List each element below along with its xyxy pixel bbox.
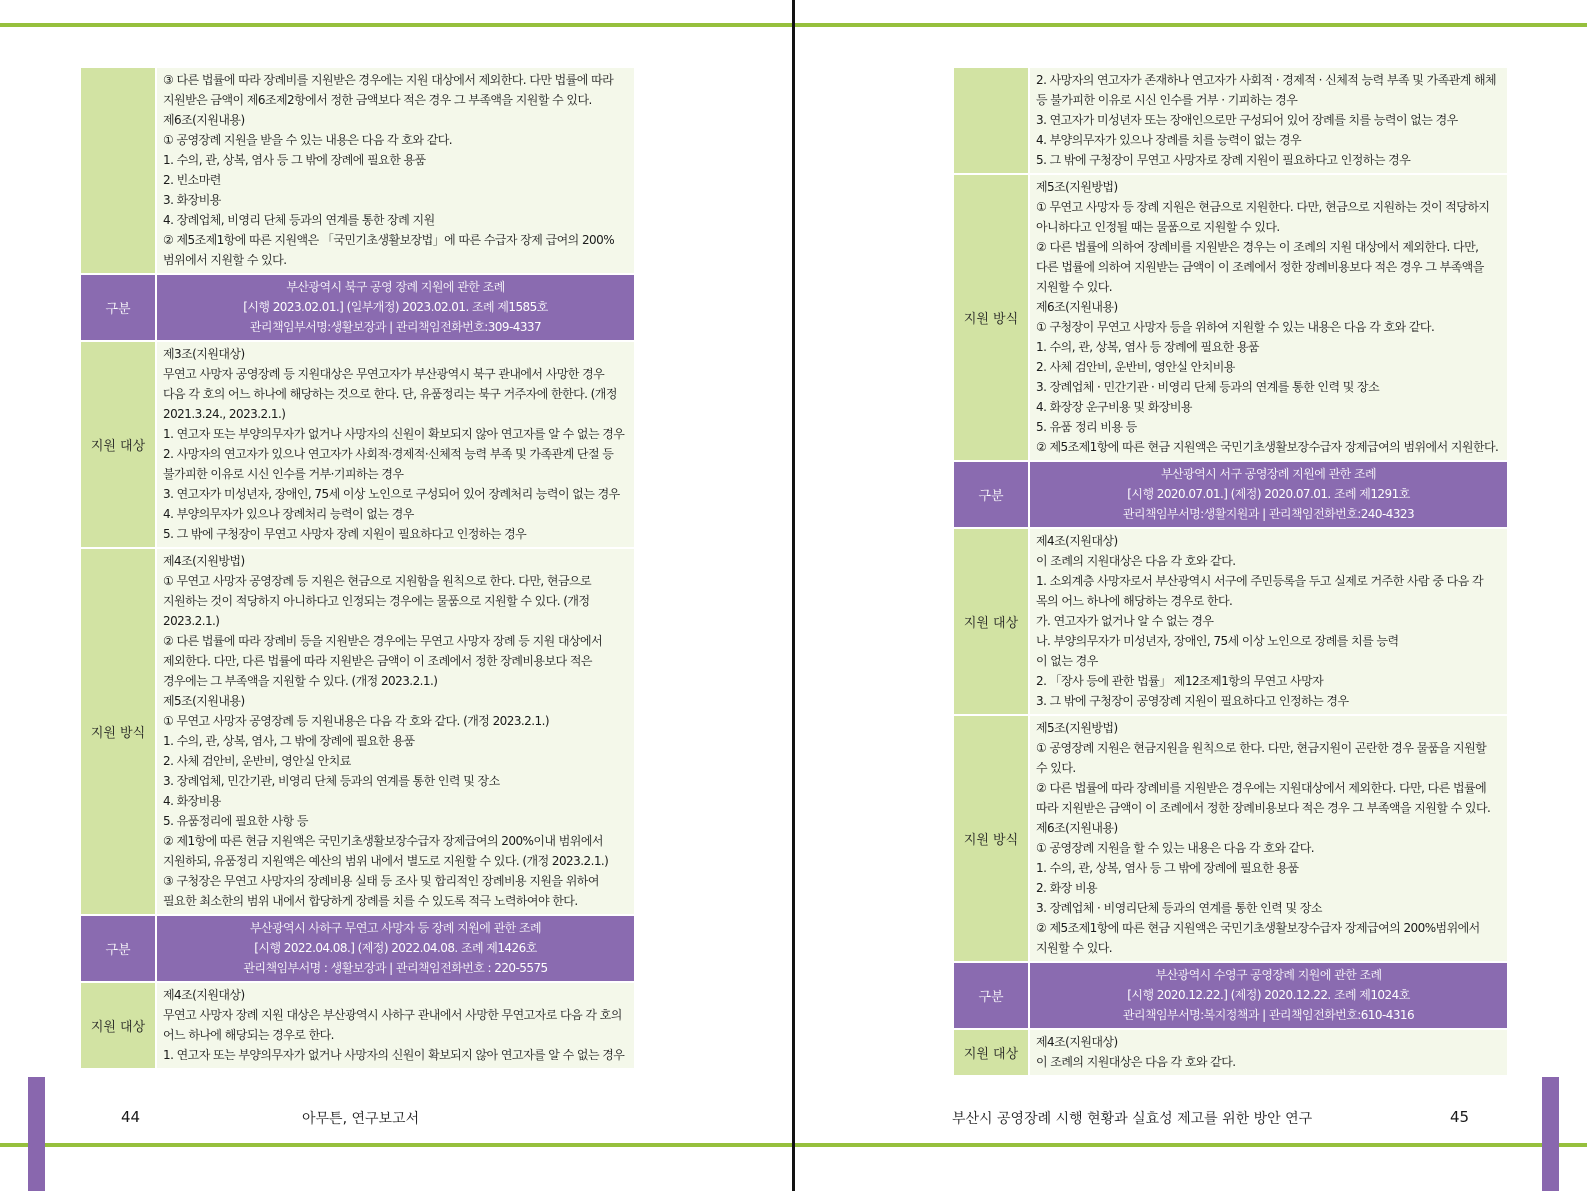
text-line: 제4조(지원방법) xyxy=(163,554,245,568)
ordinance-text-cell xyxy=(1030,716,1507,961)
ordinance-header-row xyxy=(954,963,1507,1028)
text-line: 나. 부양의무자가 미성년자, 장애인, 75세 이상 노인으로 장례를 치를 능력 xyxy=(1036,634,1399,648)
text-line: ① 공영장례 지원을 할 수 있는 내용은 다음 각 호와 같다. xyxy=(1036,841,1315,855)
text-line: 3. 장례업체, 민간기관, 비영리 단체 등과의 연계를 통한 인력 및 장소 xyxy=(163,774,500,788)
text-line: 지원받은 금액이 제6조제2항에서 정한 금액보다 적은 경우 그 부족액을 지원할 수 있다. xyxy=(163,93,592,107)
text-line: ③ 다른 법률에 따라 장례비를 지원받은 경우에는 지원 대상에서 제외한다. 다만 법률에 따라 xyxy=(163,73,614,87)
text-line: 3. 연고자가 미성년자, 장애인, 75세 이상 노인으로 구성되어 있어 장례처리 능력이 없는 경우 xyxy=(163,487,620,501)
text-line: 부산광역시 사하구 무연고 사망자 등 장례 지원에 관한 조례 xyxy=(249,921,542,935)
ordinance-body-row xyxy=(954,175,1507,460)
text-line: 2. 사체 검안비, 운반비, 영안실 안치료 xyxy=(163,754,351,768)
row-label-cell: 구분 xyxy=(81,275,155,340)
text-line: 다른 법률에 의하여 지원받는 금액이 이 조례에서 정한 장례비용보다 적은 경우 그 부족액을 xyxy=(1036,260,1484,274)
text-line: ① 무연고 사망자 등 장례 지원은 현금으로 지원한다. 다만, 현금으로 지원하는 것이 적당하지 xyxy=(1036,200,1490,214)
text-line: ① 무연고 사망자 공영장례 등 지원내용은 다음 각 호와 같다. (개정 2023.2.1.) xyxy=(163,714,549,728)
text-line: ① 구청장이 무연고 사망자 등을 위하여 지원할 수 있는 내용은 다음 각 호와 같다. xyxy=(1036,320,1435,334)
text-line: 제4조(지원대상) xyxy=(1036,1035,1118,1049)
text-line: 지원하되, 유품정리 지원액은 예산의 범위 내에서 별도로 지원할 수 있다. (개정 2023.2.1.) xyxy=(163,854,609,868)
ordinance-title-cell xyxy=(157,275,634,340)
text-line: 지원할 수 있다. xyxy=(1036,280,1113,294)
row-label-cell: 지원 대상 xyxy=(81,342,155,547)
ordinance-body-row xyxy=(81,68,634,273)
text-line: 1. 수의, 관, 상복, 염사 등 그 밖에 장례에 필요한 용품 xyxy=(163,153,426,167)
text-line: 1. 수의, 관, 상복, 염사 등 그 밖에 장례에 필요한 용품 xyxy=(1036,861,1299,875)
ordinance-text-cell xyxy=(157,68,634,273)
text-line: 목의 어느 하나에 해당하는 경우로 한다. xyxy=(1036,594,1233,608)
text-line: ② 제5조제1항에 따른 현금 지원액은 국민기초생활보장수급자 장제급여의 범위에서 지원한다. xyxy=(1036,440,1499,454)
text-line: 2. 사망자의 연고자가 있으나 연고자가 사회적·경제적·신체적 능력 부족 및 가족관계 단절 등 xyxy=(163,447,614,461)
text-line: 이 조례의 지원대상은 다음 각 호와 같다. xyxy=(1036,554,1236,568)
text-line: 1. 소외계층 사망자로서 부산광역시 서구에 주민등록을 두고 실제로 거주한 사람 중 다음 각 xyxy=(1036,574,1484,588)
text-line: 제5조(지원방법) xyxy=(1036,180,1118,194)
right-page-color-tab xyxy=(1542,1077,1559,1191)
ordinance-text-cell xyxy=(157,549,634,914)
text-line: 경우에는 그 부족액을 지원할 수 있다. (개정 2023.2.1.) xyxy=(163,674,438,688)
text-line: 5. 그 밖에 구청장이 무연고 사망자로 장례 지원이 필요하다고 인정하는 경우 xyxy=(1036,153,1411,167)
row-label-cell: 구분 xyxy=(954,963,1028,1028)
ordinance-body-row xyxy=(81,342,634,547)
text-line: 필요한 최소한의 범위 내에서 합당하게 장례를 치를 수 있도록 적극 노력하여야 한다. xyxy=(163,894,578,908)
text-line: 따라 지원받은 금액이 이 조례에서 정한 장례비용보다 적은 경우 그 부족액을 지원할 수 있다. xyxy=(1036,801,1491,815)
text-line: ② 다른 법률에 따라 장례비 등을 지원받은 경우에는 무연고 사망자 장례 등 지원 대상에서 xyxy=(163,634,603,648)
text-line: 관리책임부서명:생활보장과 | 관리책임전화번호:309-4337 xyxy=(249,320,542,334)
right-running-title: 부산시 공영장례 시행 현황과 실효성 제고를 위한 방안 연구 xyxy=(952,1111,1313,1127)
text-line: ② 제1항에 따른 현금 지원액은 국민기초생활보장수급자 장제급여의 200%이내 범위에서 xyxy=(163,834,603,848)
text-line: 3. 장례업체 · 비영리단체 등과의 연계를 통한 인력 및 장소 xyxy=(1036,901,1322,915)
text-line: 3. 그 밖에 구청장이 공영장례 지원이 필요하다고 인정하는 경우 xyxy=(1036,694,1349,708)
text-line: 2. 빈소마련 xyxy=(163,173,221,187)
row-label-cell: 지원 방식 xyxy=(954,175,1028,460)
ordinance-text-cell xyxy=(1030,1030,1507,1075)
right-page-number: 45 xyxy=(1450,1108,1470,1126)
row-label-cell: 지원 대상 xyxy=(81,983,155,1068)
text-line: 범위에서 지원할 수 있다. xyxy=(163,253,287,267)
ordinance-body-row xyxy=(81,983,634,1068)
row-label-cell: 지원 대상 xyxy=(954,1030,1028,1075)
text-line: 부산광역시 북구 공영 장례 지원에 관한 조례 xyxy=(286,280,505,294)
row-label-cell: 구분 xyxy=(81,916,155,981)
text-line: ② 다른 법률에 따라 장례비를 지원받은 경우에는 지원대상에서 제외한다. 다만, 다른 법률에 xyxy=(1036,781,1487,795)
text-line: 이 조례의 지원대상은 다음 각 호와 같다. xyxy=(1036,1055,1236,1069)
text-line: 2021.3.24., 2023.2.1.) xyxy=(163,407,286,421)
text-line: 지원할 수 있다. xyxy=(1036,941,1113,955)
text-line: 4. 장례업체, 비영리 단체 등과의 연계를 통한 장례 지원 xyxy=(163,213,435,227)
text-line: 관리책임부서명:생활지원과 | 관리책임전화번호:240-4323 xyxy=(1122,507,1415,521)
text-line: ③ 구청장은 무연고 사망자의 장례비용 실태 등 조사 및 합리적인 장례비용 지원을 위하여 xyxy=(163,874,599,888)
text-line: ② 제5조제1항에 따른 현금 지원액은 국민기초생활보장수급자 장제급여의 200%범위에서 xyxy=(1036,921,1480,935)
text-line: 1. 수의, 관, 상복, 염사, 그 밖에 장례에 필요한 용품 xyxy=(163,734,415,748)
text-line: 4. 화장장 운구비용 및 화장비용 xyxy=(1036,400,1192,414)
text-line: 1. 연고자 또는 부양의무자가 없거나 사망자의 신원이 확보되지 않아 연고자를 알 수 없는 경우 xyxy=(163,1048,625,1062)
ordinance-body-row xyxy=(81,549,634,914)
text-line: 가. 연고자가 없거나 알 수 없는 경우 xyxy=(1036,614,1214,628)
row-label-cell: 지원 방식 xyxy=(81,549,155,914)
text-line: 아니하다고 인정될 때는 물품으로 지원할 수 있다. xyxy=(1036,220,1280,234)
text-line: 이 없는 경우 xyxy=(1036,654,1098,668)
right-page-ordinance-table xyxy=(954,68,1507,1075)
text-line: 2. 「장사 등에 관한 법률」 제12조제1항의 무연고 사망자 xyxy=(1036,674,1324,688)
text-line: ① 공영장례 지원을 받을 수 있는 내용은 다음 각 호와 같다. xyxy=(163,133,453,147)
ordinance-text-cell xyxy=(1030,529,1507,714)
text-line: 다음 각 호의 어느 하나에 해당하는 것으로 한다. 단, 유품정리는 북구 거주자에 한한다. (개정 xyxy=(163,387,617,401)
row-label-cell: 지원 대상 xyxy=(954,529,1028,714)
text-line: [시행 2022.04.08.] (제정) 2022.04.08. 조례 제1426호 xyxy=(254,941,537,955)
left-running-title: 아무튼, 연구보고서 xyxy=(302,1111,420,1127)
text-line: 등 불가피한 이유로 시신 인수를 거부 · 기피하는 경우 xyxy=(1036,93,1298,107)
text-line: 관리책임부서명 : 생활보장과 | 관리책임전화번호 : 220-5575 xyxy=(243,961,548,975)
text-line: [시행 2020.07.01.] (제정) 2020.07.01. 조례 제1291호 xyxy=(1127,487,1410,501)
text-line: 3. 장례업체 · 민간기관 · 비영리 단체 등과의 연계를 통한 인력 및 장소 xyxy=(1036,380,1380,394)
ordinance-text-cell xyxy=(1030,68,1507,173)
row-label-cell xyxy=(81,68,155,273)
text-line: 제6조(지원내용) xyxy=(1036,300,1118,314)
text-line: 4. 부양의무자가 있으나 장례처리 능력이 없는 경우 xyxy=(163,507,414,521)
text-line: 수 있다. xyxy=(1036,761,1076,775)
ordinance-header-row xyxy=(954,462,1507,527)
ordinance-text-cell xyxy=(157,342,634,547)
ordinance-body-row xyxy=(954,68,1507,173)
text-line: 4. 부양의무자가 있으나 장례를 치를 능력이 없는 경우 xyxy=(1036,133,1302,147)
text-line: ② 다른 법률에 의하여 장례비를 지원받은 경우는 이 조례의 지원 대상에서 제외한다. 다만, xyxy=(1036,240,1479,254)
text-line: 제5조(지원방법) xyxy=(1036,721,1118,735)
ordinance-header-row xyxy=(81,275,634,340)
text-line: 제5조(지원내용) xyxy=(163,694,245,708)
text-line: 5. 그 밖에 구청장이 무연고 사망자 장례 지원이 필요하다고 인정하는 경우 xyxy=(163,527,527,541)
text-line: 2. 화장 비용 xyxy=(1036,881,1098,895)
text-line: 3. 연고자가 미성년자 또는 장애인으로만 구성되어 있어 장례를 치를 능력이 없는 경우 xyxy=(1036,113,1458,127)
text-line: 제3조(지원대상) xyxy=(163,347,245,361)
text-line: 무연고 사망자 공영장례 등 지원대상은 무연고자가 부산광역시 북구 관내에서 사망한 경우 xyxy=(163,367,605,381)
text-line: 3. 화장비용 xyxy=(163,193,221,207)
ordinance-text-cell xyxy=(157,983,634,1068)
ordinance-body-row xyxy=(954,529,1507,714)
left-page-ordinance-table xyxy=(81,68,634,1068)
text-line: 무연고 사망자 장례 지원 대상은 부산광역시 사하구 관내에서 사망한 무연고자로 다음 각 호의 xyxy=(163,1008,622,1022)
ordinance-title-cell xyxy=(157,916,634,981)
text-line: 제4조(지원대상) xyxy=(163,988,245,1002)
text-line: ① 공영장례 지원은 현금지원을 원칙으로 한다. 다만, 현금지원이 곤란한 경우 물품을 지원할 xyxy=(1036,741,1487,755)
ordinance-title-cell xyxy=(1030,462,1507,527)
text-line: 2023.2.1.) xyxy=(163,614,220,628)
text-line: 어느 하나에 해당되는 경우로 한다. xyxy=(163,1028,334,1042)
text-line: 제6조(지원내용) xyxy=(163,113,245,127)
text-line: 1. 수의, 관, 상복, 염사 등 장례에 필요한 용품 xyxy=(1036,340,1259,354)
text-line: 1. 연고자 또는 부양의무자가 없거나 사망자의 신원이 확보되지 않아 연고자를 알 수 없는 경우 xyxy=(163,427,625,441)
ordinance-text-cell xyxy=(1030,175,1507,460)
text-line: 제6조(지원내용) xyxy=(1036,821,1118,835)
book-spine-divider xyxy=(792,0,795,1191)
text-line: [시행 2020.12.22.] (제정) 2020.12.22. 조례 제1024호 xyxy=(1127,988,1410,1002)
row-label-cell: 지원 방식 xyxy=(954,716,1028,961)
row-label-cell: 구분 xyxy=(954,462,1028,527)
text-line: 4. 화장비용 xyxy=(163,794,221,808)
text-line: 부산광역시 서구 공영장례 지원에 관한 조례 xyxy=(1160,467,1377,481)
text-line: 5. 유품정리에 필요한 사항 등 xyxy=(163,814,308,828)
text-line: ① 무연고 사망자 공영장례 등 지원은 현금으로 지원함을 원칙으로 한다. 다만, 현금으로 xyxy=(163,574,592,588)
ordinance-body-row xyxy=(954,1030,1507,1075)
ordinance-header-row xyxy=(81,916,634,981)
ordinance-body-row xyxy=(954,716,1507,961)
row-label-cell xyxy=(954,68,1028,173)
text-line: 불가피한 이유로 시신 인수를 거부·기피하는 경우 xyxy=(163,467,404,481)
text-line: 5. 유품 정리 비용 등 xyxy=(1036,420,1137,434)
text-line: 부산광역시 수영구 공영장례 지원에 관한 조례 xyxy=(1155,968,1382,982)
left-page-number: 44 xyxy=(121,1108,141,1126)
text-line: 2. 사체 검안비, 운반비, 영안실 안치비용 xyxy=(1036,360,1235,374)
text-line: [시행 2023.02.01.] (일부개정) 2023.02.01. 조례 제1585호 xyxy=(243,300,548,314)
text-line: 지원하는 것이 적당하지 아니하다고 인정되는 경우에는 물품으로 지원할 수 있다. (개정 xyxy=(163,594,590,608)
text-line: 2. 사망자의 연고자가 존재하나 연고자가 사회적 · 경제적 · 신체적 능력 부족 및 가족관계 해체 xyxy=(1036,73,1497,87)
text-line: ② 제5조제1항에 따른 지원액은 「국민기초생활보장법」에 따른 수급자 장제 급여의 200% xyxy=(163,233,615,247)
text-line: 관리책임부서명:복지정책과 | 관리책임전화번호:610-4316 xyxy=(1122,1008,1415,1022)
text-line: 제외한다. 다만, 다른 법률에 따라 지원받은 금액이 이 조례에서 정한 장례비용보다 적은 xyxy=(163,654,592,668)
ordinance-title-cell xyxy=(1030,963,1507,1028)
text-line: 제4조(지원대상) xyxy=(1036,534,1118,548)
left-page-color-tab xyxy=(28,1077,45,1191)
